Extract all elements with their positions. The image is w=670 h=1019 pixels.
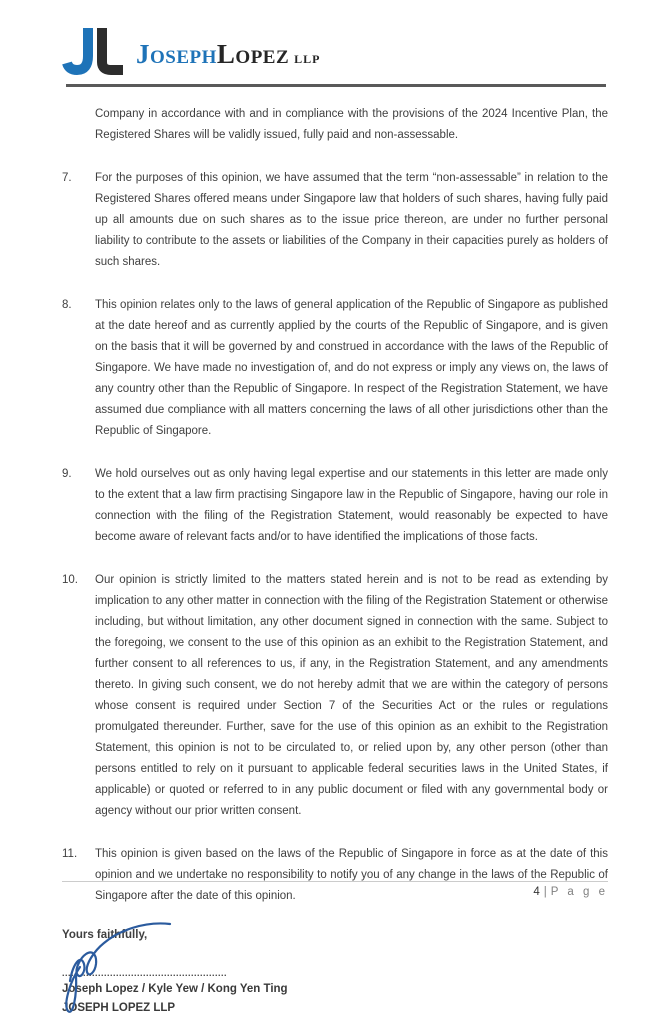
- numbered-item-9: [62, 464, 608, 548]
- firm-wordmark: [136, 41, 321, 76]
- page-number: 4: [533, 886, 540, 898]
- letter-body: [0, 87, 670, 907]
- signature-block: [0, 929, 670, 1018]
- page-label: P a g e: [550, 886, 608, 898]
- item-number: 9.: [62, 468, 72, 480]
- numbered-item-8: [62, 295, 608, 442]
- firm-name-first: Joseph: [136, 39, 217, 69]
- item-text: Our opinion is strictly limited to the matters stated herein and is not to be read as extending by implication to any other matter in connection with the filing of the Registration Statement or otherwise including, but without limitation, any other document signed in connection with the same. Subject to the foregoing, we consent to the use of this opinion as an exhibit to the Registration Statement, and further consent to all references to us, if any, in the Registration Statement, and any amendments thereto. In giving such consent, we do not hereby admit that we are within the category of persons whose consent is required under Section 7 of the Securities Act or the rules or regulations promulgated thereunder. Further, save for the use of this opinion as an exhibit to the Registration Statement, this opinion is not to be circulated to, or relied upon by, any other person (other than persons entitled to rely on it pursuant to applicable federal securities laws in the United States, if applicable) or quoted or referred to in any public document or filed with any governmental body or agency without our prior written consent.: [95, 574, 608, 817]
- paragraph-continuation: Company in accordance with and in compliance with the provisions of the 2024 Incentive Plan, the Registered Shares will be validly issued, fully paid and non-assessable.: [95, 108, 608, 141]
- closing-salutation: Yours faithfully,: [62, 929, 148, 941]
- page-footer: [62, 881, 608, 898]
- footer-separator: |: [543, 886, 547, 898]
- item-number: 10.: [62, 574, 78, 586]
- item-text: This opinion is given based on the laws of the Republic of Singapore in force as at the date of this opinion and we undertake no responsibility to notify you of any change in the laws of the Republic of Singapore after the date of this opinion.: [95, 848, 608, 902]
- firm-logo: [66, 26, 608, 76]
- numbered-item-7: [62, 168, 608, 273]
- signatory-names: Joseph Lopez / Kyle Yew / Kong Yen Ting: [62, 983, 288, 995]
- item-text: We hold ourselves out as only having legal expertise and our statements in this letter are made only to the extent that a law firm practising Singapore law in the Republic of Singapore, having our role in connection with the filing of the Registration Statement, would reasonably be expected to have become aware of relevant facts and/or to have identified the implications of those facts.: [95, 468, 608, 543]
- signature-line: .......................................................: [62, 968, 228, 978]
- item-text: This opinion relates only to the laws of general application of the Republic of Singapore as published at the date hereof and as currently applied by the courts of the Republic of Singapore, and is given on the basis that it will be governed by and construed in accordance with the laws of the Republic of Singapore. We have made no investigation of, and do not express or imply any views on, the laws of any country other than the Republic of Singapore. In respect of the Registration Statement, we have assumed due compliance with all matters concerning the laws of all other jurisdictions other than the Republic of Singapore.: [95, 299, 608, 437]
- item-number: 7.: [62, 172, 72, 184]
- firm-name-suffix: llp: [294, 48, 321, 67]
- jl-monogram-icon: [66, 26, 124, 76]
- firm-name-last: Lopez: [216, 39, 290, 69]
- item-number: 11.: [62, 848, 78, 860]
- firm-name-signoff: JOSEPH LOPEZ LLP: [62, 1002, 176, 1014]
- item-text: For the purposes of this opinion, we have assumed that the term “non-assessable” in relation to the Registered Shares offered means under Singapore law that holders of such shares, having fully paid up all amounts due on such shares as to the issue price thereon, are under no further personal liability to contribute to the assets or liabilities of the Company in their capacities purely as holders of such shares.: [95, 172, 608, 268]
- numbered-item-10: [62, 570, 608, 822]
- item-number: 8.: [62, 299, 72, 311]
- letterhead: [0, 0, 670, 87]
